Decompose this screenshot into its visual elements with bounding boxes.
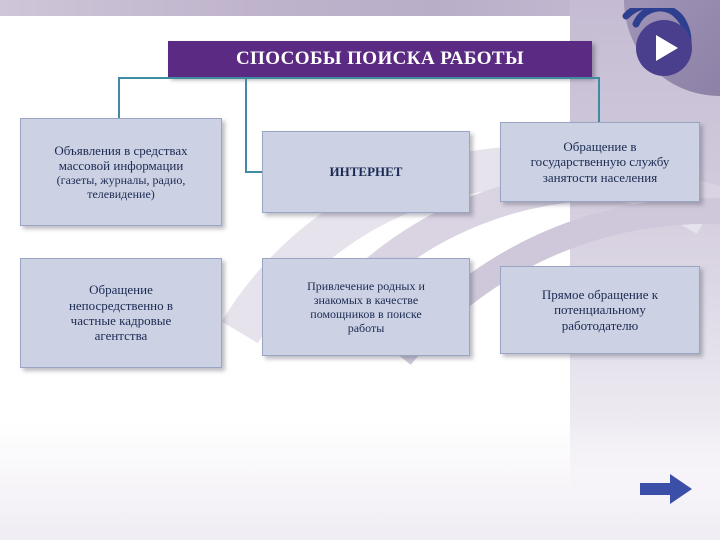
connector-into-internet <box>245 171 263 173</box>
decor-bottom-fade <box>0 420 720 540</box>
connector-down-internet <box>245 77 247 172</box>
node-relatives-and-friends[interactable] <box>262 258 470 356</box>
node-relatives-and-friends-text: Привлечение родных и знакомых в качестве помощников в поиске работы <box>307 278 425 336</box>
node-media-ads-text: Объявления в средствах массовой информации (газеты, журналы, радио, телевидение) <box>54 142 188 202</box>
node-internet[interactable] <box>262 131 470 213</box>
node-direct-employer-contact-text: Прямое обращение к потенциальному работодателю <box>541 287 659 333</box>
node-government-employment-service-text: Обращение в государственную службу занятости населения <box>530 139 670 185</box>
node-direct-employer-contact[interactable] <box>500 266 700 354</box>
connector-down-gov <box>598 77 600 122</box>
connector-horizontal-main <box>118 77 600 79</box>
node-private-staffing-agencies-text: Обращение непосредственно в частные кадровые агентства <box>68 282 174 344</box>
node-media-ads[interactable] <box>20 118 222 226</box>
page-title <box>168 41 592 77</box>
node-government-employment-service[interactable] <box>500 122 700 202</box>
next-arrow-icon[interactable] <box>638 472 694 506</box>
node-private-staffing-agencies[interactable] <box>20 258 222 368</box>
connector-down-media <box>118 77 120 119</box>
page-title-text: СПОСОБЫ ПОИСКА РАБОТЫ <box>235 48 525 69</box>
node-internet-text: ИНТЕРНЕТ <box>329 164 403 180</box>
company-logo-icon <box>614 8 698 86</box>
